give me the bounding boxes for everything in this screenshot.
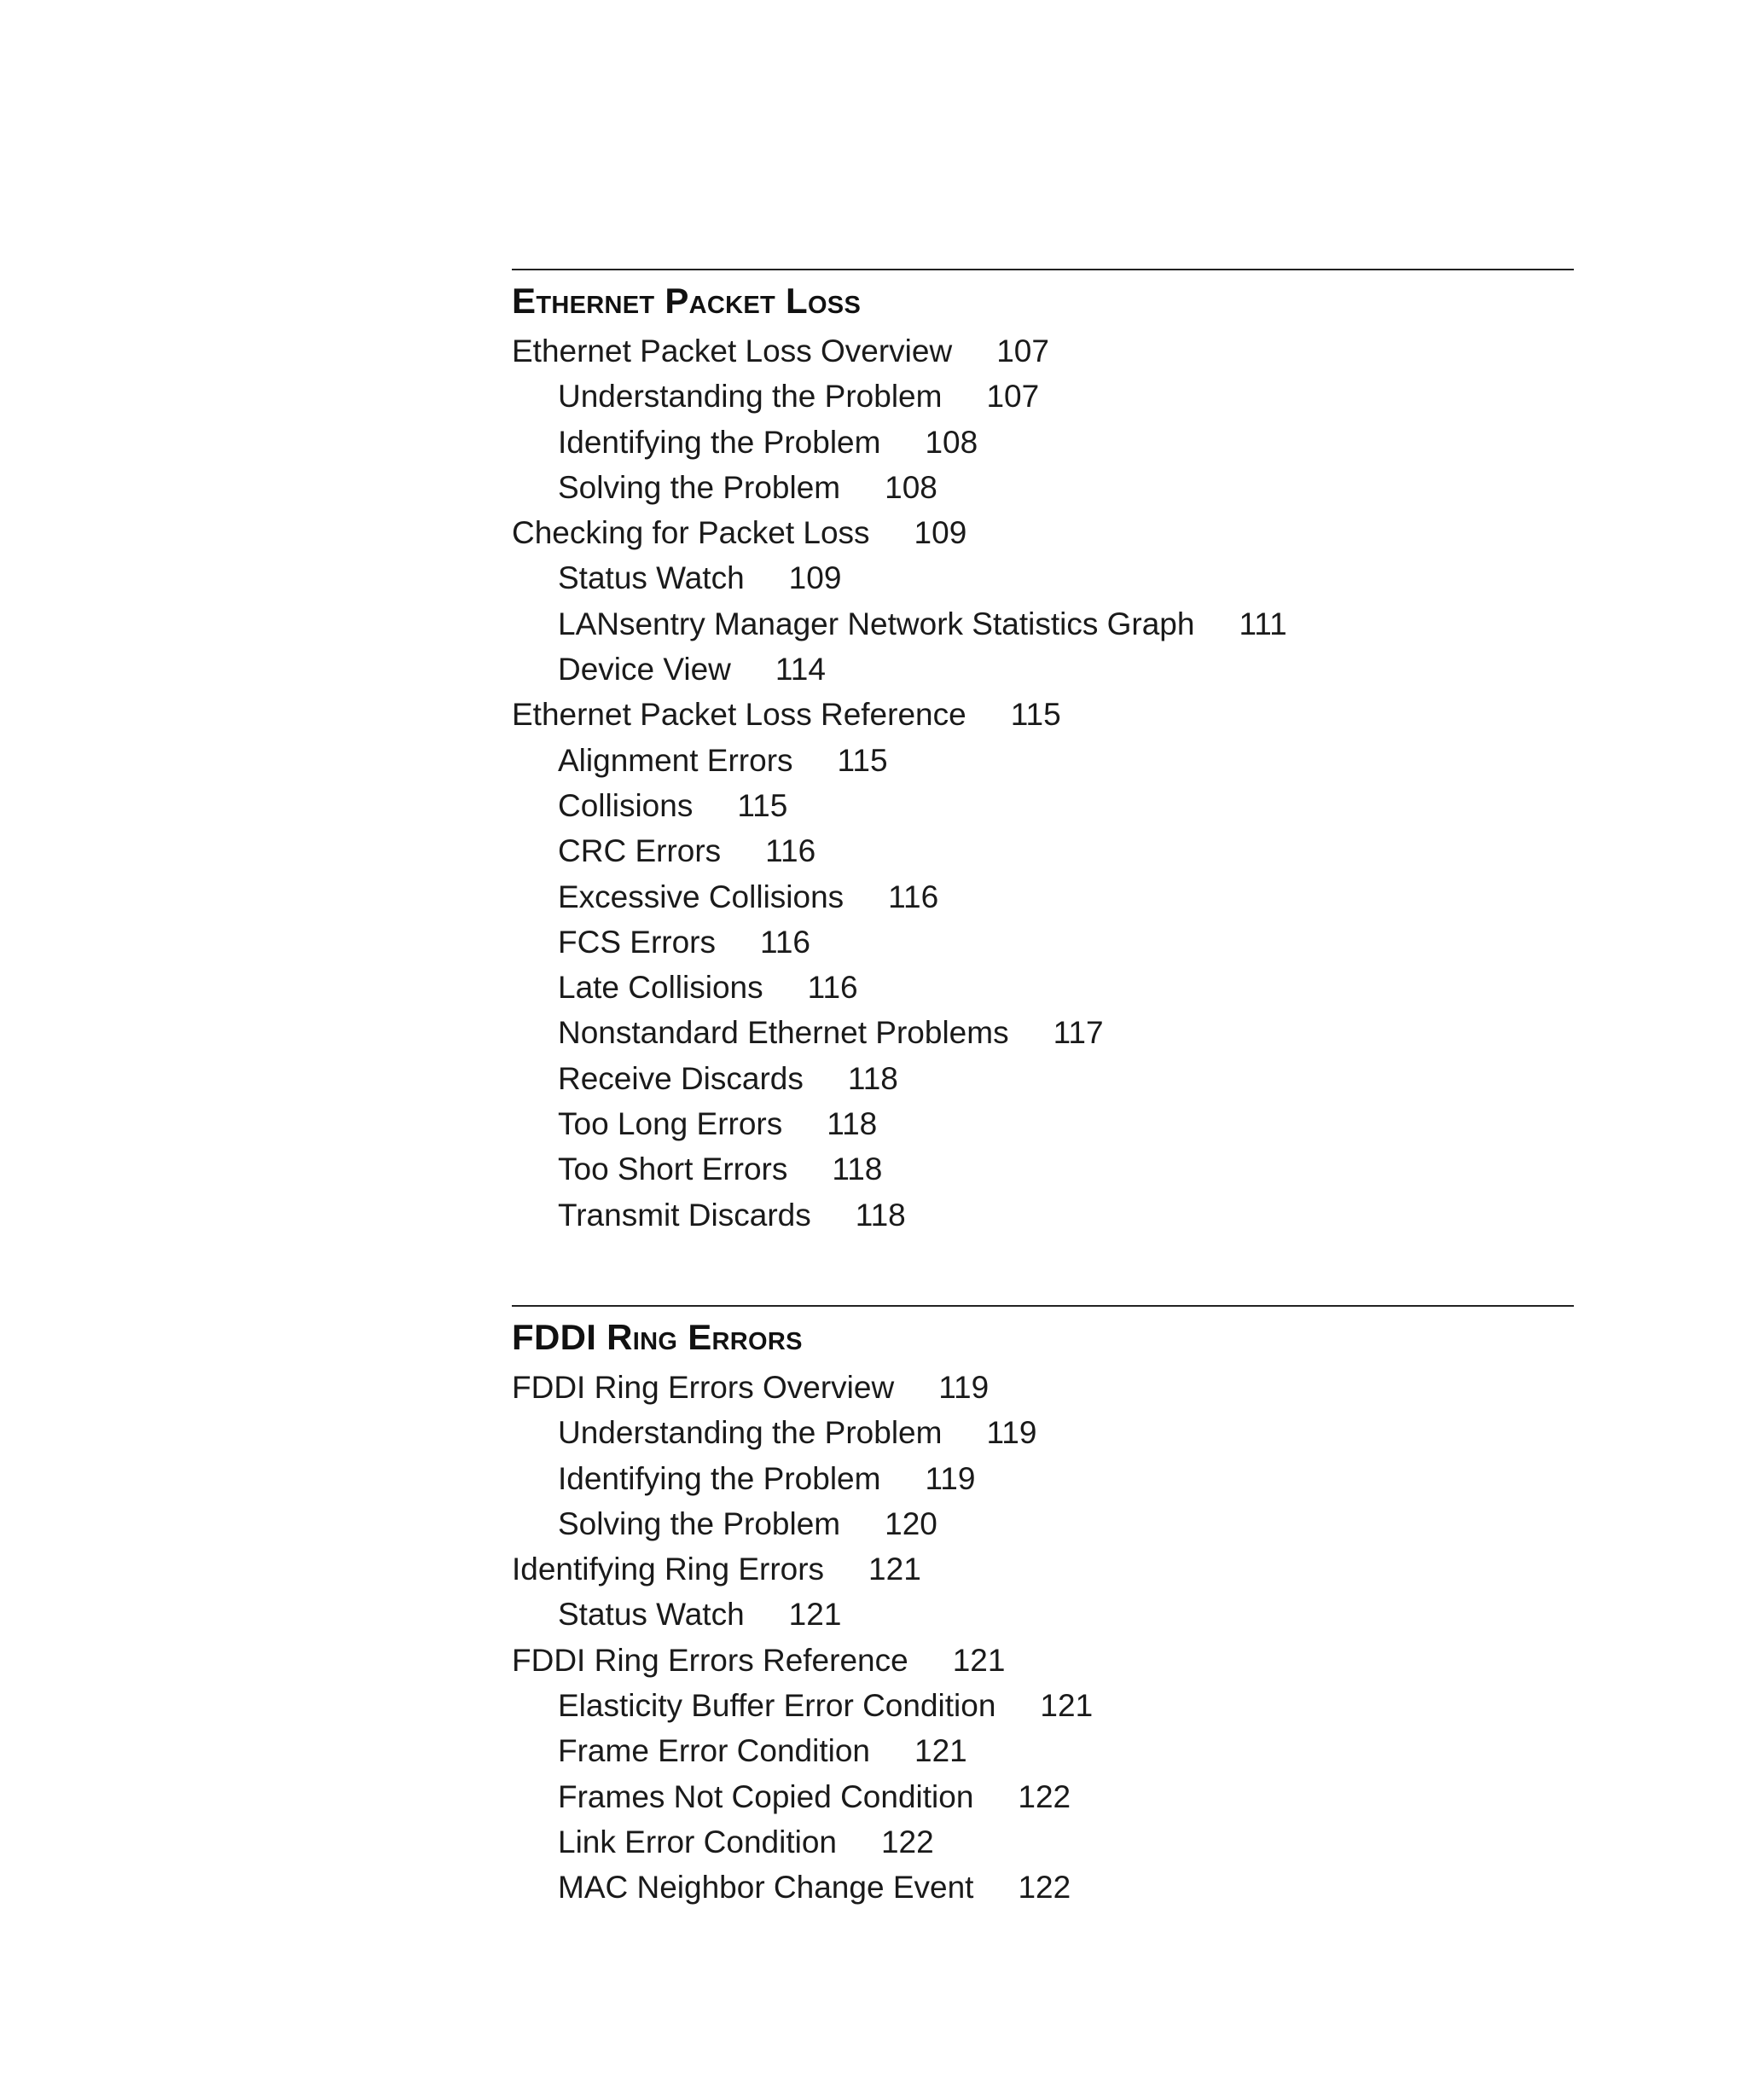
toc-entry-title: Status Watch <box>558 1597 745 1633</box>
toc-entry <box>512 1683 1574 1728</box>
toc-page-number: 116 <box>765 833 816 869</box>
toc-entry <box>512 510 1574 555</box>
toc-entry-title: Receive Discards <box>558 1060 804 1096</box>
toc-entry-title: Identifying Ring Errors <box>512 1552 825 1587</box>
toc-page-number: 121 <box>1040 1688 1094 1724</box>
toc-page-number: 119 <box>938 1370 990 1405</box>
toc-page-number: 109 <box>788 560 842 596</box>
toc-entry <box>512 1501 1574 1546</box>
toc-entry-title: Device View <box>558 652 731 687</box>
toc-entry <box>512 420 1574 465</box>
toc-entry-title: FDDI Ring Errors Overview <box>512 1370 895 1405</box>
toc-entry <box>512 1728 1574 1773</box>
toc-entry-title: Solving the Problem <box>558 1505 841 1541</box>
toc-page-number: 122 <box>1018 1870 1071 1906</box>
toc-entry-title: CRC Errors <box>558 833 722 869</box>
toc-entry <box>512 965 1574 1010</box>
section-rule <box>512 269 1574 270</box>
toc-entry <box>512 692 1574 737</box>
toc-entry <box>512 1865 1574 1910</box>
toc-page-number: 115 <box>837 742 888 778</box>
toc-entry <box>512 328 1574 374</box>
toc-section-fddi-ring-errors <box>512 1305 1574 1911</box>
toc-entry-title: LANsentry Manager Network Statistics Graph <box>558 606 1195 641</box>
toc-list <box>512 328 1574 1238</box>
toc-page-number: 120 <box>885 1505 937 1541</box>
toc-entry-title: Status Watch <box>558 560 745 596</box>
toc-entry-title: Solving the Problem <box>558 469 841 505</box>
toc-entry-title: Late Collisions <box>558 970 763 1006</box>
section-title: Ethernet Packet Loss <box>512 281 862 321</box>
toc-page-number: 116 <box>807 970 858 1006</box>
toc-page-number: 118 <box>832 1152 883 1187</box>
toc-entry <box>512 783 1574 828</box>
toc-entry-title: Too Short Errors <box>558 1152 788 1187</box>
toc-entry <box>512 1101 1574 1146</box>
toc-entry <box>512 1010 1574 1055</box>
toc-entry <box>512 555 1574 600</box>
toc-entry <box>512 1592 1574 1637</box>
toc-entry <box>512 1774 1574 1819</box>
toc-entry-title: Identifying the Problem <box>558 424 881 460</box>
toc-page-number: 118 <box>827 1106 878 1142</box>
toc-page-number: 116 <box>888 879 939 914</box>
toc-entry-title: MAC Neighbor Change Event <box>558 1870 974 1906</box>
toc-list <box>512 1365 1574 1911</box>
toc-page-number: 119 <box>925 1460 976 1496</box>
toc-entry-title: FDDI Ring Errors Reference <box>512 1642 908 1678</box>
section-rule <box>512 1305 1574 1307</box>
toc-entry-title: Elasticity Buffer Error Condition <box>558 1688 996 1724</box>
toc-entry <box>512 1456 1574 1501</box>
toc-entry-title: Frames Not Copied Condition <box>558 1778 974 1814</box>
toc-entry <box>512 1819 1574 1865</box>
toc-entry <box>512 1192 1574 1238</box>
toc-entry <box>512 1365 1574 1410</box>
toc-entry-title: Nonstandard Ethernet Problems <box>558 1015 1009 1051</box>
toc-entry-title: Understanding the Problem <box>558 1415 943 1451</box>
toc-entry <box>512 1056 1574 1101</box>
toc-page-number: 107 <box>996 334 1049 368</box>
toc-page-number: 107 <box>986 379 1040 415</box>
toc-page-number: 119 <box>986 1415 1037 1451</box>
toc-entry-title: Transmit Discards <box>558 1197 811 1233</box>
toc-entry <box>512 1546 1574 1592</box>
toc-entry-title: Alignment Errors <box>558 742 793 778</box>
toc-entry-title: Frame Error Condition <box>558 1733 871 1769</box>
toc-entry-title: FCS Errors <box>558 924 716 960</box>
toc-entry <box>512 647 1574 692</box>
toc-page-number: 121 <box>914 1733 967 1769</box>
toc-entry <box>512 1410 1574 1455</box>
toc-page-number: 117 <box>1053 1015 1104 1051</box>
toc-page-number: 115 <box>737 787 788 823</box>
section-title: FDDI Ring Errors <box>512 1317 803 1357</box>
toc-entry <box>512 919 1574 965</box>
toc-page-number: 118 <box>847 1060 898 1096</box>
toc-entry <box>512 738 1574 783</box>
toc-entry-title: Checking for Packet Loss <box>512 515 870 551</box>
toc-entry <box>512 1638 1574 1683</box>
toc-entry <box>512 828 1574 873</box>
toc-page-number: 122 <box>1018 1778 1071 1814</box>
toc-entry <box>512 601 1574 647</box>
toc-entry-title: Excessive Collisions <box>558 879 844 914</box>
toc-page-number: 121 <box>952 1642 1006 1678</box>
toc-page-number: 121 <box>868 1552 921 1587</box>
toc-entry-title: Too Long Errors <box>558 1106 783 1142</box>
toc-entry-title: Identifying the Problem <box>558 1460 881 1496</box>
toc-page-number: 121 <box>788 1597 842 1633</box>
toc-page-number: 109 <box>914 515 967 551</box>
toc-page-number: 114 <box>775 652 826 687</box>
toc-entry-title: Ethernet Packet Loss Overview <box>512 334 953 368</box>
toc-entry-title: Link Error Condition <box>558 1824 837 1859</box>
toc-page-number: 115 <box>1010 697 1061 733</box>
toc-entry <box>512 374 1574 419</box>
toc-page-number: 111 <box>1239 606 1287 641</box>
toc-entry <box>512 1146 1574 1192</box>
toc-entry <box>512 465 1574 510</box>
toc-page-number: 108 <box>885 469 937 505</box>
toc-entry <box>512 874 1574 919</box>
toc-entry-title: Understanding the Problem <box>558 379 943 415</box>
toc-entry-title: Ethernet Packet Loss Reference <box>512 697 966 733</box>
toc-page-number: 108 <box>925 424 978 460</box>
toc-entry-title: Collisions <box>558 787 694 823</box>
toc-page-number: 118 <box>855 1197 906 1233</box>
toc-section-ethernet-packet-loss <box>512 269 1574 1238</box>
toc-page-number: 116 <box>760 924 810 960</box>
toc-page-number: 122 <box>880 1824 934 1859</box>
